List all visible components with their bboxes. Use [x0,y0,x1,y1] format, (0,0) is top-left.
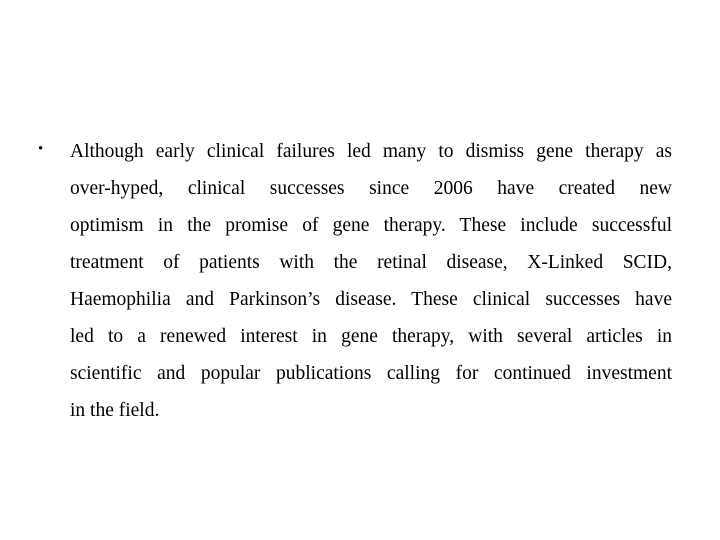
paragraph-line: over-hyped, clinical successes since 2006 have created new [70,178,672,199]
paragraph-line: in the field. [70,400,160,421]
paragraph-line: Haemophilia and Parkinson’s disease. These clinical successes have [70,289,672,310]
paragraph-line: optimism in the promise of gene therapy. These include successful [70,215,672,236]
paragraph-line: scientific and popular publications calling for continued investment [70,363,672,384]
bullet-icon: • [38,141,44,157]
paragraph-line: led to a renewed interest in gene therapy, with several articles in [70,326,672,347]
paragraph-line: treatment of patients with the retinal disease, X-Linked SCID, [70,252,672,273]
paragraph-line: Although early clinical failures led many to dismiss gene therapy as [70,141,672,162]
